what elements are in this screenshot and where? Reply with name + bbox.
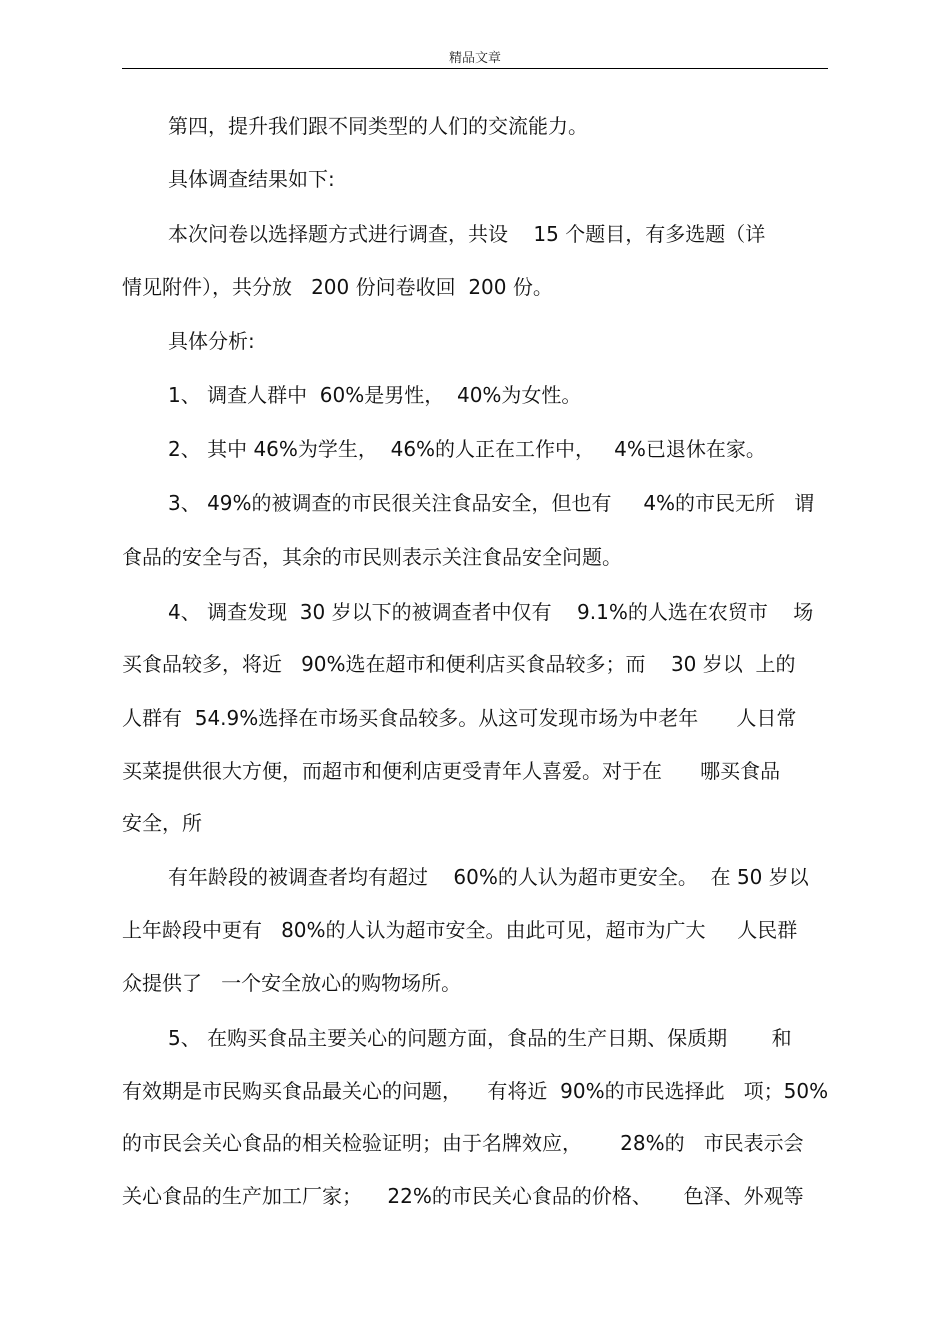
paragraph-line: 具体调查结果如下: [168, 167, 335, 191]
paragraph-line: 上年龄段中更有 80%的人认为超市安全。由此可见，超市为广大 人民群 [122, 918, 798, 942]
paragraph-line: 第四，提升我们跟不同类型的人们的交流能力。 [168, 114, 588, 138]
paragraph-line: 的市民会关心食品的相关检验证明；由于名牌效应， 28%的 市民表示会 [122, 1131, 804, 1155]
list-item: 2、 其中 46%为学生， 46%的人正在工作中， 4%已退休在家。 [168, 437, 766, 461]
paragraph-line: 众提供了 一个安全放心的购物场所。 [122, 971, 462, 995]
paragraph-line: 买食品较多，将近 90%选在超市和便利店买食品较多；而 30 岁以 上的 [122, 652, 796, 676]
list-item: 3、 49%的被调查的市民很关注食品安全，但也有 4%的市民无所 谓 [168, 491, 815, 515]
list-item: 5、 在购买食品主要关心的问题方面，食品的生产日期、保质期 和 [168, 1026, 792, 1050]
paragraph-line: 安全，所 [122, 811, 202, 835]
paragraph-line: 具体分析: [168, 329, 255, 353]
paragraph-line: 有效期是市民购买食品最关心的问题， 有将近 90%的市民选择此 项；50% [122, 1079, 829, 1103]
paragraph-line: 本次问卷以选择题方式进行调查，共设 15 个题目，有多选题（详 [168, 222, 766, 246]
list-item: 1、 调查人群中 60%是男性， 40%为女性。 [168, 383, 582, 407]
paragraph-line: 关心食品的生产加工厂家； 22%的市民关心食品的价格、 色泽、外观等 [122, 1184, 804, 1208]
paragraph-line: 人群有 54.9%选择在市场买食品较多。从这可发现市场为中老年 人日常 [122, 706, 797, 730]
paragraph-line: 买菜提供很大方便，而超市和便利店更受青年人喜爱。对于在 哪买食品 [122, 759, 781, 783]
list-item: 4、 调查发现 30 岁以下的被调查者中仅有 9.1%的人选在农贸市 场 [168, 600, 814, 624]
page-header: 精品文章 [448, 51, 501, 66]
paragraph-line: 情见附件），共分放 200 份问卷收回 200 份。 [122, 275, 553, 299]
paragraph-line: 食品的安全与否，其余的市民则表示关注食品安全问题。 [122, 545, 622, 569]
paragraph-line: 有年龄段的被调查者均有超过 60%的人认为超市更安全。 在 50 岁以 [168, 865, 809, 889]
header-divider [122, 68, 828, 69]
